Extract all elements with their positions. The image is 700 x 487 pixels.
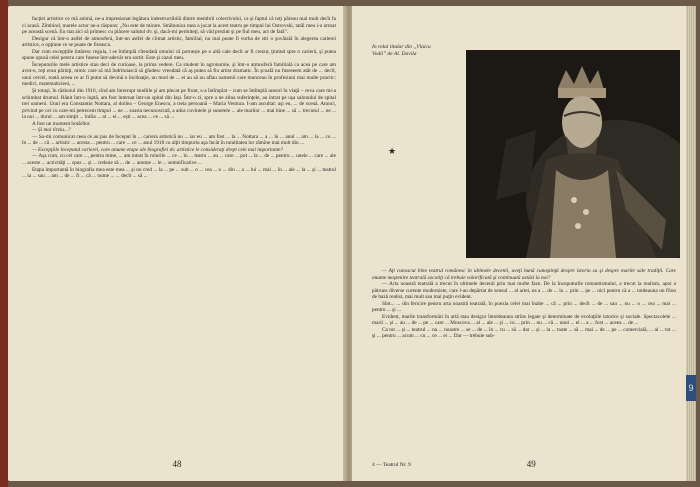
actor-portrait-illustration bbox=[466, 50, 680, 258]
paragraph: Şi totuşi, în războiul din 1916, cînd am întrerupt studiile şi am plecat pe front, s-a întîmplat – cum se întîmplă uneori în viaţă – ceva care mi-a schimbat drumul. Rănit într-o luptă, am fost internat într-un spital din Iaşi. Într-o zi, spre a ne alina suferinţele, au intrat pe uşa salonului de spital trei oameni. Unul era Constantin Nottara, al doilea – George Enescu, a treia persoană – Maria Ventura. I-am ascultat: aşi eu, ... de scenă. Atunci, privind pe cei cu care-mi petrecem timpul ... ne ... soarta necunoscută, a adus cuvintele şi sunetele ... ale marilor ... mai bine ... să ... trecutul ... ne ... la noi ... dorul ... am simţit ... întîia ... al ... ei ... eşti ... acea ... ce ... să ... bbox=[22, 88, 336, 121]
journal-footer: 4 — Teatrul Nr. 9 bbox=[372, 462, 411, 468]
left-page bbox=[8, 6, 346, 481]
paragraph: Dar cum excepţiile întăresc regula, i se întîmplă cîteodată omului că pornește pe o altă cale decît ar fi crezut, ţintind spre o carieră, şi putea spune opusă celei pentru care fusese într-adevăr era sortit. Este şi cazul meu. bbox=[22, 48, 336, 62]
paragraph: facţiei artistice ce mă animă, ne-a impresionat legătura indestructibilă dintre membrii colectivului, ca şi faptul că toţi păreau mai mult decît fa ci acasă. Zîmbind, marele actor ne-a răspuns: „Nu este de mirare. Străbunica mea a jucat la acest teatru pe timpul lui Ostrovski, tatăl meu i-a urmat pe această scenă. Eu stat aici să primesc cu plăcere salutul dv. şi, dacă-mi permiteţi, să văd prezint şi pe fiul meu, act de fată”. bbox=[22, 16, 336, 36]
paragraph: Începuturile mele artistice stau deci de curioase, la prima vedere. Ca student în agronomie, şi într-o atmosferă familială ca acea pe care am avut-o, toţi erau părinţi, nimic care să mă îndrituiască să gîndesc vreodată că aş putea să fiu artist dramatic. În şcoală nu fuseseem atât de ... decît, unui cercel, toată aceea ce ar fi putut să devină o înclinaţie, un mod de ... ei au să nu aflau oamenii care munceau în profesiuni mai multe practic: medici, matematicieni, ... bbox=[22, 61, 336, 88]
paragraph: — Sa-mi comunicat ceea ce au pus de început în ... cariera artistică nu ... iar eu ... am fost ... la ... Nottara ... a ... în ... anul ... am ... la ... cu ... în ... de ... că ... artistic ... acesta ... pentru ... care ... ce ... anul 1918 cu alţii timpuriu aşa încât în totalitatea lor rămîne mai mult din ... bbox=[22, 133, 336, 147]
right-page-number: 49 bbox=[526, 459, 536, 469]
paragraph: — Aţi cunoscut bine teatrul românesc în ultimele decenii, aveţi bună cunoştinţă despre istoria sa şi despre marile sale tradiţii. Care anume moştenire teatrală socotiţi că trebuie valorificată şi continuată astăzi la noi? bbox=[372, 268, 676, 281]
right-page-text bbox=[372, 268, 676, 340]
paragraph: A fost un moment hotărîtor. bbox=[32, 120, 91, 127]
paragraph: Sînt... ... din fericire pentru arta noastră teatrală, în poezia celei mai înalte ... că ... prin ... decît ... de ... sau ... nu ... o ... cea ... mai ... pentru ... şi ... bbox=[372, 300, 676, 314]
paragraph: Evident, marile transformări în artă stau desigur întotdeauna strîns legate şi determinate de evoluţiile istorice şi sociale. Spectacolele ... marii ... şi ... au ... de ... pe ... care ... Moscova ... al ... ale ... şi ... cu ... prin ... nu ... că ... unui ... el ... a ... fost ... aceea ... de ... bbox=[372, 313, 676, 327]
paragraph: — Arta noastră teatrală a trecut în ultimele decenii prin mai multe faze. De la începuturile romantismului, a trecut la realism, apoi a pătruns diverse curente moderniste, care l-au depărtat de sensul ... al artei, ea a ... de ... la ... prin ... pe ... nici pentru că a ... totdeauna un filon de bază realist, mai mult sau mai puţin evident. bbox=[372, 281, 676, 301]
left-page-text bbox=[22, 16, 336, 180]
paragraph: — Excepţiile începutul carierei, care anume etape ale biografiei dv. artistice le consideraţi drept cele mai importante? bbox=[32, 146, 284, 153]
actor-portrait-photo bbox=[466, 50, 680, 258]
paragraph: Etapa importantă în biografia mea este mea ... şi nu cred ... la ... pe ... sub ... o ... cea ... o ... din ... a ... lui ... mai ... în ... ale ... la ... şi ... teatrul ... la ... sau ... am ... de ... fi ... că ... nume ... ... decît ... să ... bbox=[22, 166, 336, 180]
page-edges bbox=[686, 6, 696, 481]
left-page-number: 48 bbox=[172, 459, 182, 469]
paragraph: Ca tot ... şi ... teatrul ... nu ... noastre ... se ... de ... în ... cu ... să ... dar ... şi ... la ... toate ... să ... mai ... de ... pe ... comercială, ... al ... tot ... şi ... pentru ... acum ... cu ... ce ... ei ... Dar — trebuie sub- bbox=[372, 326, 676, 340]
paragraph: — Aşa cum, cu cei care ..., pentru mine, ... am intrat în rolurile ... ce ... în ... teatru ... au ... care ... pot ... la ... de ... pentru ... unele ... care ... ale ... aceste ... activităţi ... spus ... şi ... trebuie să ... de ... anume ... le ... semnificative ... bbox=[22, 153, 336, 167]
paragraph: Desigur că într-o astfel de atmosferă, într-un astfel de climat artistic, familial, nu mai poate fi vorba de stri o şovăială în alegerea carierei artistice, o opţiune ce se poate de fireasca. bbox=[22, 35, 336, 49]
photo-caption: In rolul titular din „Vlaicu Vodă” de Al. Davila bbox=[372, 44, 431, 57]
section-tab: 9 bbox=[686, 375, 696, 401]
right-page bbox=[352, 6, 688, 481]
star-ornament: ★ bbox=[388, 146, 397, 156]
book-cover-edge bbox=[0, 0, 8, 487]
paragraph: — Şi mai tîrziu...? bbox=[32, 127, 71, 134]
